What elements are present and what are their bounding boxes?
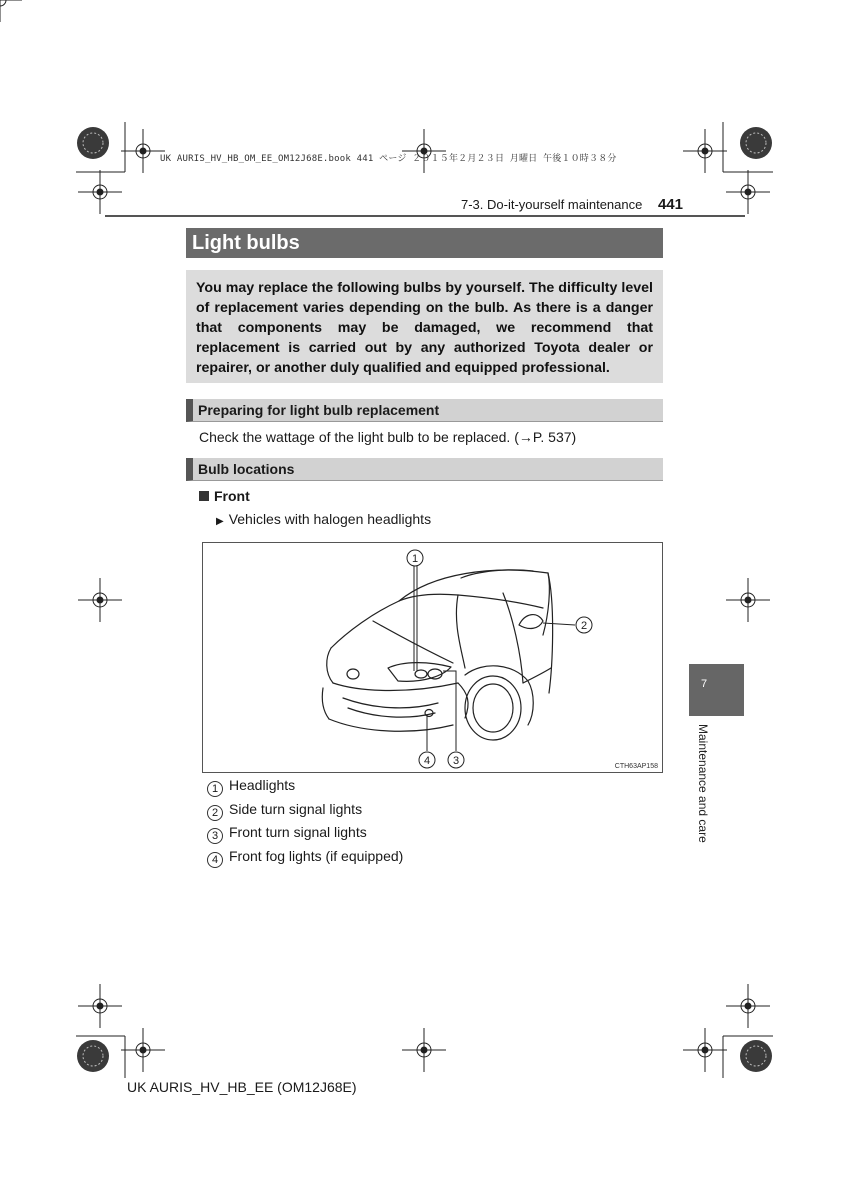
variant-label: ▶ Vehicles with halogen headlights xyxy=(216,511,432,527)
chapter-number: 7 xyxy=(701,678,708,690)
callout-label: Side turn signal lights xyxy=(229,800,363,817)
callout-number: 2 xyxy=(207,805,223,821)
subheading-front: Front xyxy=(199,487,250,505)
header-rule xyxy=(105,215,745,217)
chapter-tab xyxy=(689,664,744,716)
figure-callout-2: 2 xyxy=(580,620,588,632)
figure-callout-4: 4 xyxy=(423,755,431,767)
triangle-bullet-icon: ▶ xyxy=(216,516,224,527)
square-bullet-icon xyxy=(199,491,209,501)
callout-label: Front fog lights (if equipped) xyxy=(229,847,404,864)
figure-code: CTH63AP158 xyxy=(614,763,658,770)
legend-item xyxy=(207,800,403,824)
car-front-illustration xyxy=(203,543,664,774)
figure-callout-1: 1 xyxy=(411,553,419,565)
running-head-section: 7-3. Do-it-yourself maintenance xyxy=(460,197,643,212)
callout-number: 3 xyxy=(207,828,223,844)
intro-note: You may replace the following bulbs by yourself. The difficulty level of replacement varies depending on the bulb. As there is a danger that components may be damaged, we recommend that replacement is carried out by any authorized Toyota dealer or repairer, or another duly qualified and equipped professional. xyxy=(186,270,663,383)
section-heading-bulb-locations: Bulb locations xyxy=(186,458,663,481)
callout-number: 4 xyxy=(207,852,223,868)
print-file-header: UK AURIS_HV_HB_OM_EE_OM12J68E.book 441 ページ ２０１５年２月２３日 月曜日 午後１０時３８分 xyxy=(160,154,617,164)
footer-book-code: UK AURIS_HV_HB_EE (OM12J68E) xyxy=(127,1079,357,1095)
legend-item xyxy=(207,847,403,871)
legend-item xyxy=(207,776,403,800)
callout-number: 1 xyxy=(207,781,223,797)
callout-legend xyxy=(207,776,403,870)
page-title: Light bulbs xyxy=(186,228,663,258)
callout-label: Headlights xyxy=(229,777,296,793)
bulb-location-figure xyxy=(202,542,663,773)
preparing-text: Check the wattage of the light bulb to be replaced. (→P. 537) xyxy=(199,429,577,445)
chapter-name: Maintenance and care xyxy=(696,724,710,843)
legend-item xyxy=(207,823,403,847)
running-head xyxy=(0,196,683,213)
section-heading-preparing: Preparing for light bulb replacement xyxy=(186,399,663,422)
page-number: 441 xyxy=(657,196,683,213)
callout-label: Front turn signal lights xyxy=(229,824,367,840)
figure-callout-3: 3 xyxy=(452,755,460,767)
